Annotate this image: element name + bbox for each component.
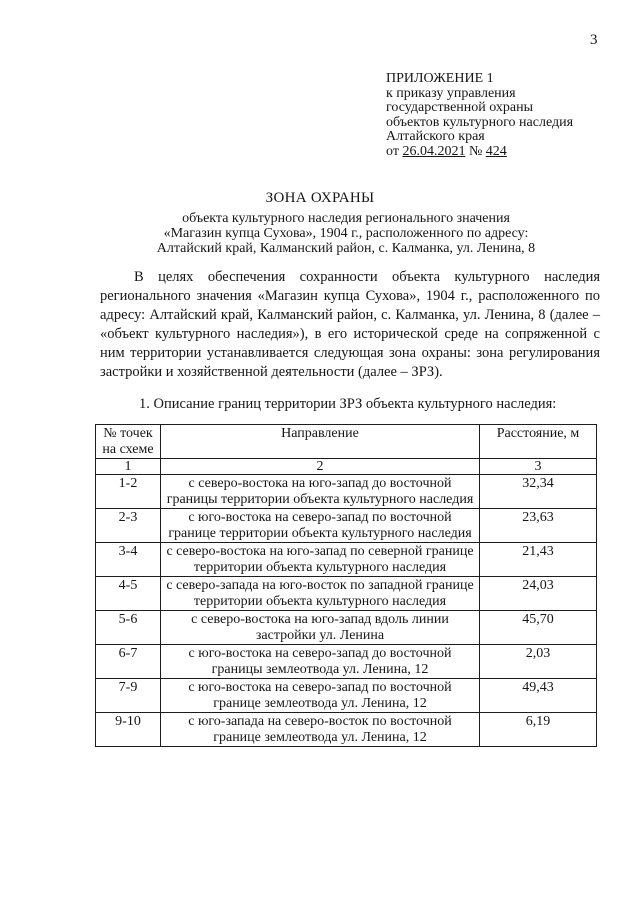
cell-distance: 32,34 [480, 475, 597, 509]
document-title: ЗОНА ОХРАНЫ [265, 190, 375, 206]
subtitle-line: «Магазин купца Сухова», 1904 г., расположенного по адресу: [163, 226, 529, 241]
table-row [96, 577, 597, 611]
table-row [96, 713, 597, 747]
cell-direction: с юго-востока на северо-запад по восточной границе землеотвода ул. Ленина, 12 [161, 679, 480, 713]
cell-direction: с юго-запада на северо-восток по восточной границе землеотвода ул. Ленина, 12 [161, 713, 480, 747]
table-row [96, 475, 597, 509]
header-direction: Направление [161, 425, 480, 459]
cell-direction: с юго-востока на северо-запад по восточной границе территории объекта культурного наследия [161, 509, 480, 543]
subtitle-line: объекта культурного наследия регионального значения [182, 211, 510, 226]
header-distance: Расстояние, м [480, 425, 597, 459]
cell-distance: 2,03 [480, 645, 597, 679]
section-heading: 1. Описание границ территории ЗРЗ объекта культурного наследия: [139, 396, 557, 412]
cell-distance: 45,70 [480, 611, 597, 645]
document-subtitle [136, 211, 556, 256]
cell-direction: с северо-востока на юго-запад по северной границе территории объекта культурного наследия [161, 543, 480, 577]
table-row [96, 645, 597, 679]
cell-points: 5-6 [96, 611, 161, 645]
appendix-line: объектов культурного наследия [386, 114, 574, 130]
table-row [96, 543, 597, 577]
column-number: 3 [480, 459, 597, 475]
cell-points: 3-4 [96, 543, 161, 577]
cell-distance: 6,19 [480, 713, 597, 747]
table-row [96, 679, 597, 713]
subtitle-line: Алтайский край, Калманский район, с. Калманка, ул. Ленина, 8 [156, 241, 536, 256]
header-points: № точек на схеме [96, 425, 161, 459]
page-number: 3 [590, 32, 598, 48]
cell-direction: с северо-востока на юго-запад до восточной границы территории объекта культурного наследия [161, 475, 480, 509]
appendix-line: Алтайского края [386, 129, 485, 144]
column-number: 2 [161, 459, 480, 475]
cell-points: 6-7 [96, 645, 161, 679]
column-numbers-row [96, 459, 597, 475]
order-date: 26.04.2021 [402, 143, 466, 159]
cell-points: 1-2 [96, 475, 161, 509]
cell-direction: с северо-востока на юго-запад вдоль линии застройки ул. Ленина [161, 611, 480, 645]
cell-points: 9-10 [96, 713, 161, 747]
cell-points: 7-9 [96, 679, 161, 713]
appendix-date-line [386, 145, 573, 160]
boundary-table [95, 424, 597, 747]
cell-direction: с юго-востока на северо-запад до восточной границы землеотвода ул. Ленина, 12 [161, 645, 480, 679]
date-prefix: от [386, 143, 403, 159]
table-header-row [96, 425, 597, 459]
order-number: 424 [485, 143, 507, 159]
cell-direction: с северо-запада на юго-восток по западной границе территории объекта культурного наследия [161, 577, 480, 611]
intro-paragraph: В целях обеспечения сохранности объекта культурного наследия регионального значения «Магазин купца Сухова», 1904 г., расположенного по адресу: Алтайский край, Калманский район, с. Калманка, ул. Ленина, 8 (далее – «объект культурного наследия»), в его исторической среде на сопряженной с ним территории устанавливается следующая зона охраны: зона регулирования застройки и хозяйственной деятельности (далее – ЗРЗ). [100, 269, 600, 380]
cell-distance: 23,63 [480, 509, 597, 543]
cell-points: 2-3 [96, 509, 161, 543]
cell-distance: 21,43 [480, 543, 597, 577]
cell-distance: 49,43 [480, 679, 597, 713]
appendix-line: к приказу управления [386, 85, 516, 101]
table-row [96, 611, 597, 645]
table-row [96, 509, 597, 543]
appendix-line: государственной охраны [386, 100, 534, 115]
column-number: 1 [96, 459, 161, 475]
cell-points: 4-5 [96, 577, 161, 611]
appendix-block [386, 72, 573, 159]
number-prefix: № [465, 143, 486, 159]
appendix-title: ПРИЛОЖЕНИЕ 1 [386, 71, 494, 86]
cell-distance: 24,03 [480, 577, 597, 611]
